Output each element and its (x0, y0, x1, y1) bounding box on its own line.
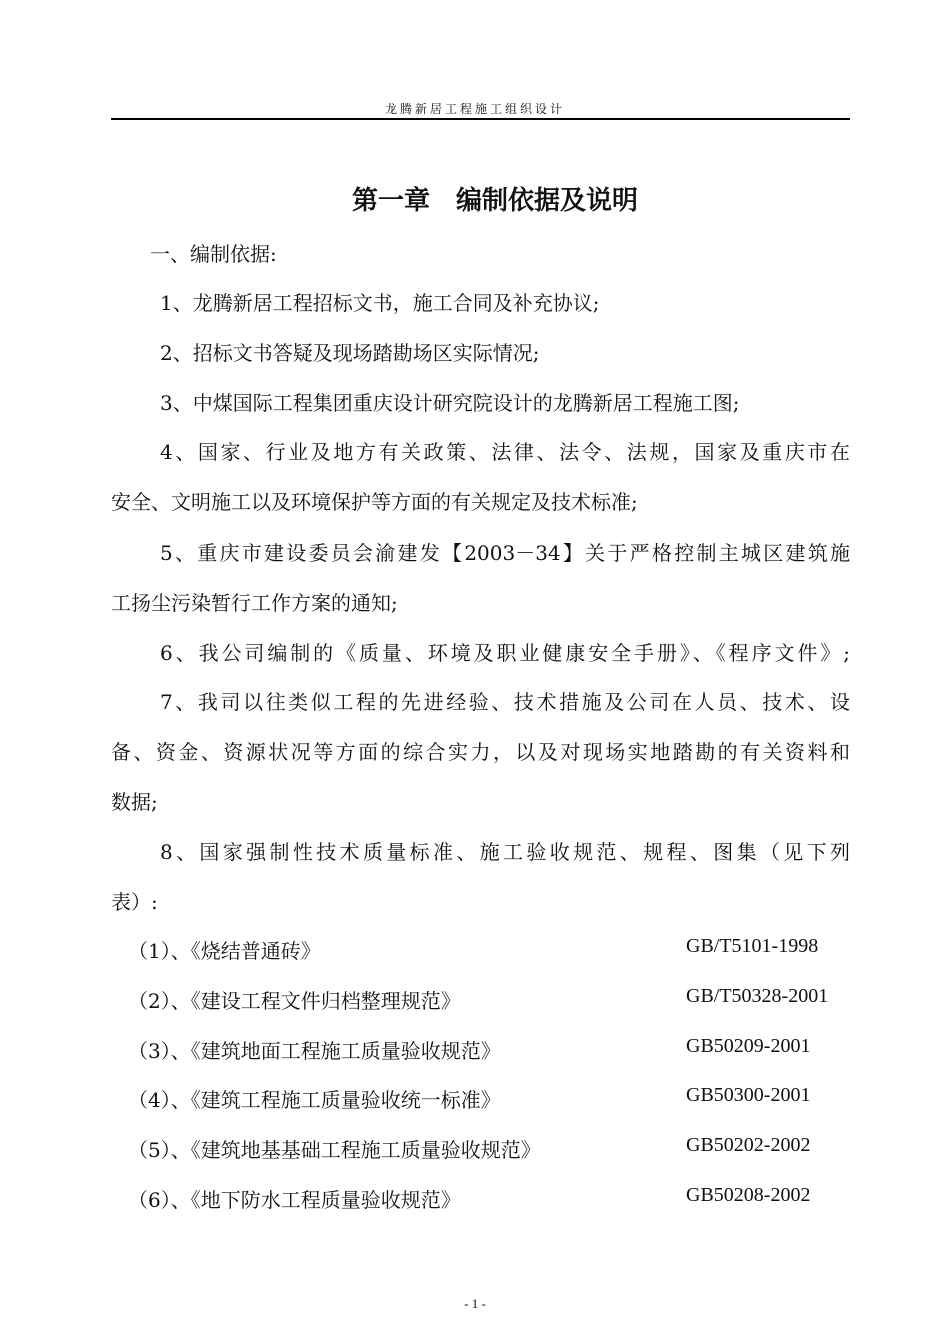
standard-name: （4）、《建筑工程施工质量验收统一标准》 (128, 1088, 501, 1112)
standard-name: （5）、《建筑地基基础工程施工质量验收规范》 (128, 1138, 541, 1162)
header-rule (111, 118, 850, 120)
chapter-title: 第一章 编制依据及说明 (351, 186, 638, 216)
section-heading: 一、编制依据: (150, 242, 277, 266)
list-item-5-line-2: 工扬尘污染暂行工作方案的通知; (111, 591, 398, 615)
running-header: 龙腾新居工程施工组织设计 (384, 102, 565, 116)
list-item-7-line-2: 备、资金、资源状况等方面的综合实力，以及对现场实地踏勘的有关资料和 (111, 740, 850, 764)
list-item-3: 3、中煤国际工程集团重庆设计研究院设计的龙腾新居工程施工图; (160, 391, 740, 415)
list-item-5-line-1: 5、重庆市建设委员会渝建发【2003－34】关于严格控制主城区建筑施 (160, 541, 850, 565)
standard-code: GB50202-2002 (686, 1134, 811, 1156)
list-item-4-line-2: 安全、文明施工以及环境保护等方面的有关规定及技术标准; (111, 490, 638, 514)
standard-code: GB50300-2001 (686, 1084, 811, 1106)
standard-name: （3）、《建筑地面工程施工质量验收规范》 (128, 1039, 501, 1063)
list-item-8-line-2: 表）: (111, 890, 158, 914)
standard-code: GB/T50328-2001 (686, 985, 829, 1007)
list-item-8-line-1: 8、国家强制性技术质量标准、施工验收规范、规程、图集（见下列 (160, 840, 850, 864)
standard-code: GB/T5101-1998 (686, 935, 819, 957)
standard-name: （1）、《烧结普通砖》 (128, 939, 321, 963)
standard-name: （6）、《地下防水工程质量验收规范》 (128, 1188, 461, 1212)
list-item-7-line-1: 7、我司以往类似工程的先进经验、技术措施及公司在人员、技术、设 (160, 690, 850, 714)
standard-name: （2）、《建设工程文件归档整理规范》 (128, 989, 461, 1013)
list-item-7-line-3: 数据; (111, 790, 158, 814)
page-number: - 1 - (464, 1296, 486, 1311)
list-item-1: 1、龙腾新居工程招标文书，施工合同及补充协议; (160, 291, 600, 315)
standard-code: GB50209-2001 (686, 1035, 811, 1057)
list-item-6: 6、我公司编制的《质量、环境及职业健康安全手册》、《程序文件》; (160, 641, 850, 665)
standard-code: GB50208-2002 (686, 1184, 811, 1206)
list-item-2: 2、招标文书答疑及现场踏勘场区实际情况; (160, 341, 540, 365)
list-item-4-line-1: 4、国家、行业及地方有关政策、法律、法令、法规，国家及重庆市在 (160, 440, 850, 464)
